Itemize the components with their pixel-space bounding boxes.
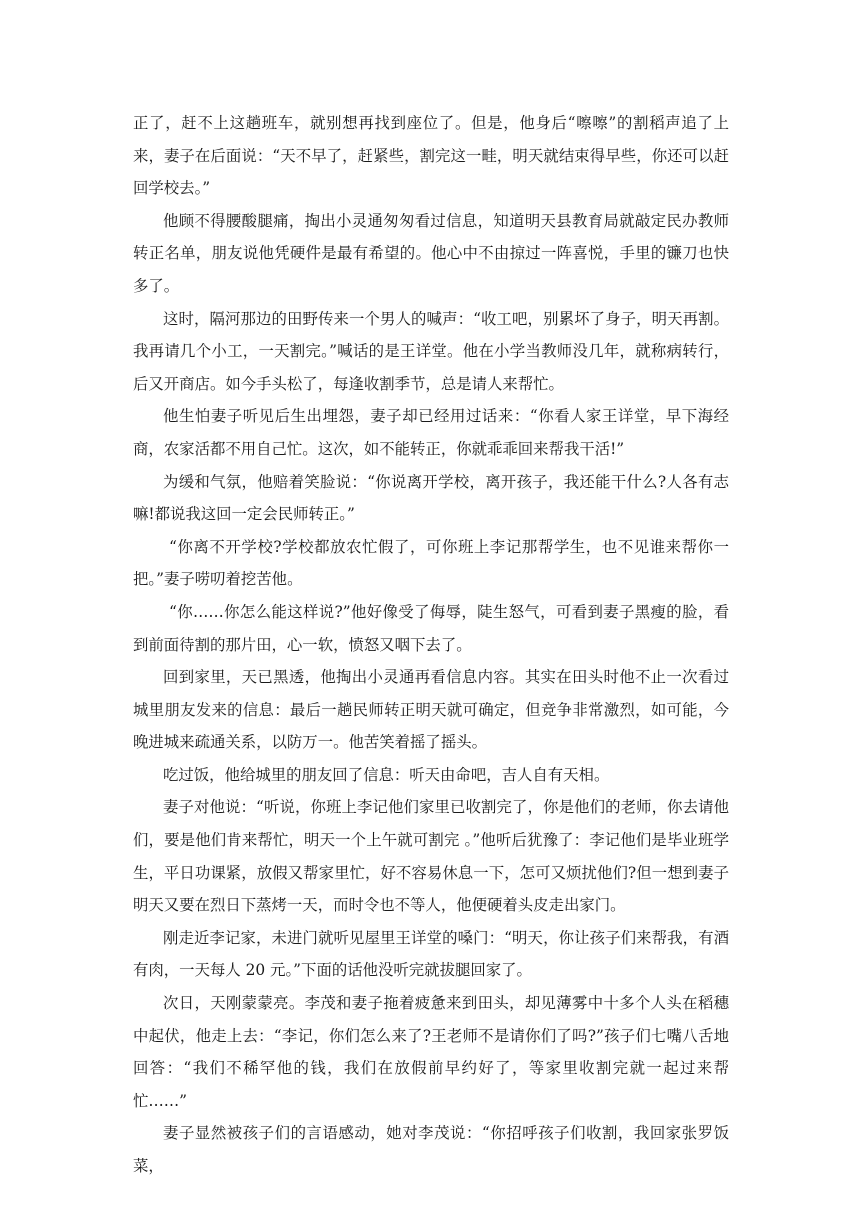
paragraph-11: 刚走近李记家，未进门就听见屋里王详堂的嗓门：“明天，你让孩子们来帮我，有酒有肉，一天每人 20 元。”下面的话他没听完就拔腿回家了。: [133, 928, 729, 980]
paragraph-5: 为缓和气氛，他赔着笑脸说：“你说离开学校，离开孩子，我还能干什么?人各有志嘛!都说我这回一定会民师转正。”: [133, 472, 729, 524]
paragraph-1: 正了，赶不上这趟班车，就别想再找到座位了。但是，他身后“嚓嚓”的割稻声追了上来，妻子在后面说：“天不早了，赶紧些，割完这一畦，明天就结束得早些，你还可以赶回学校去。”: [133, 114, 729, 198]
paragraph-9: 吃过饭，他给城里的朋友回了信息：听天由命吧，吉人自有天相。: [163, 765, 610, 784]
paragraph-7: “你……你怎么能这样说?”他好像受了侮辱，陡生怒气，可看到妻子黑瘦的脸，看到前面待割的那片田，心一软，愤怒又咽下去了。: [133, 602, 729, 654]
paragraph-12: 次日，天刚蒙蒙亮。李茂和妻子拖着疲惫来到田头，却见薄雾中十多个人头在稻穗中起伏，他走上去：“李记，你们怎么来了?王老师不是请你们了吗?”孩子们七嘴八舌地回答：“我们不稀罕他的钱，我们在放假前早约好了，等家里收割完就一起过来帮忙……”: [133, 994, 729, 1110]
paragraph-3: 这时，隔河那边的田野传来一个男人的喊声：“收工吧，别累坏了身子，明天再割。我再请几个小工，一天割完。”喊话的是王详堂。他在小学当教师没几年，就称病转行，后又开商店。如今手头松了，每逢收割季节，总是请人来帮忙。: [133, 309, 729, 393]
document-page: [133, 0, 729, 1183]
paragraph-6: “你离不开学校?学校都放农忙假了，可你班上李记那帮学生，也不见谁来帮你一把。”妻子唠叨着挖苦他。: [133, 537, 729, 589]
paragraph-8: 回到家里，天已黑透，他掏出小灵通再看信息内容。其实在田头时他不止一次看过城里朋友发来的信息：最后一趟民师转正明天就可确定，但竞争非常激烈，如可能，今晚进城来疏通关系，以防万一。他苦笑着摇了摇头。: [133, 668, 729, 752]
paragraph-13: 妻子显然被孩子们的言语感动，她对李茂说：“你招呼孩子们收割，我回家张罗饭菜，: [133, 1124, 729, 1175]
paragraph-4: 他生怕妻子听见后生出埋怨，妻子却已经用过话来：“你看人家王详堂，早下海经商，农家活都不用自己忙。这次，如不能转正，你就乖乖回来帮我干活!”: [133, 407, 729, 458]
paragraph-2: 他顾不得腰酸腿痛，掏出小灵通匆匆看过信息，知道明天县教育局就敲定民办教师转正名单，朋友说他凭硬件是最有希望的。他心中不由掠过一阵喜悦，手里的镰刀也快多了。: [133, 211, 729, 295]
paragraph-10: 妻子对他说：“听说，你班上李记他们家里已收割完了，你是他们的老师，你去请他们，要是他们肯来帮忙，明天一个上午就可割完 。”他听后犹豫了：李记他们是毕业班学生，平日功课紧，放假又帮家里忙，好不容易休息一下，怎可又烦扰他们?但一想到妻子明天又要在烈日下蒸烤一天，而时令也不等人，他便硬着头皮走出家门。: [133, 798, 729, 915]
